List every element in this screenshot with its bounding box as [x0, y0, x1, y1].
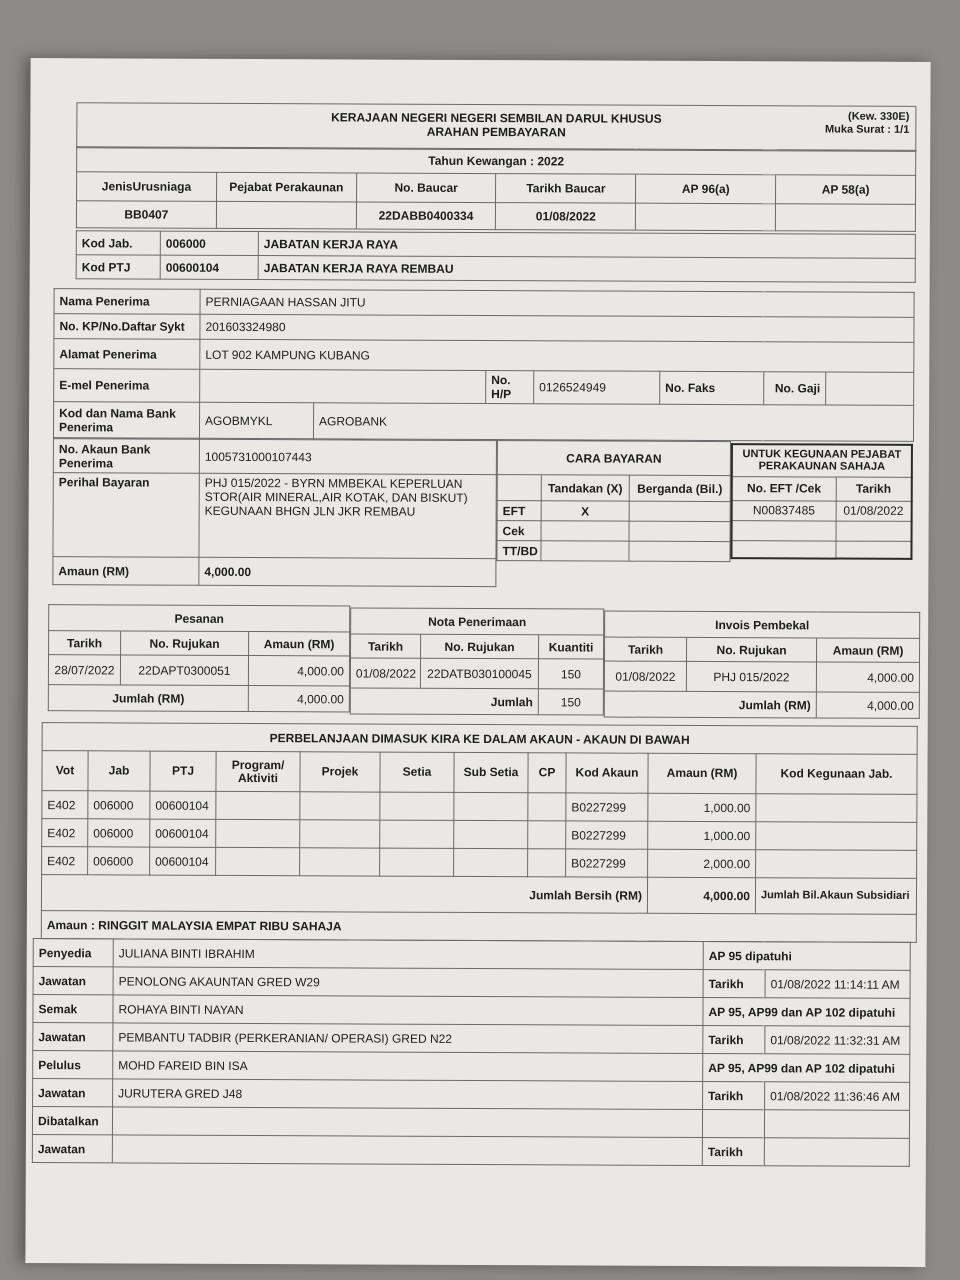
- signature-row: [33, 1079, 910, 1111]
- invois-tarikh: 01/08/2022: [604, 661, 686, 691]
- akaun-cell-0-9: 1,000.00: [648, 793, 756, 821]
- sig-value-7: [112, 1135, 702, 1166]
- top-col-1: Pejabat Perakaunan: [216, 172, 356, 202]
- sig-right-value-7: [764, 1138, 909, 1167]
- cara-tanda-2: [541, 541, 629, 561]
- akaun-cell-1-8: B0227299: [566, 821, 648, 849]
- akaun-value: 1005731000107443: [199, 439, 496, 474]
- cara-label-0: EFT: [497, 501, 541, 521]
- signature-row: [33, 995, 910, 1027]
- amaun-label: Amaun (RM): [53, 557, 199, 586]
- akaun-col-2: PTJ: [150, 751, 216, 791]
- eft-empty-2: [836, 521, 912, 541]
- nota-title: Nota Penerimaan: [351, 608, 604, 635]
- top-val-4: [636, 203, 776, 231]
- akaun-cell-2-6: [454, 848, 528, 876]
- kp-label: No. KP/No.Daftar Sykt: [54, 314, 200, 340]
- akaun-cell-1-9: 1,000.00: [648, 821, 756, 849]
- akaun-cell-2-10: [756, 850, 917, 879]
- akaun-jumlah-label: Jumlah Bersih (RM): [41, 875, 647, 914]
- sig-right-label-3: Tarikh: [703, 1025, 765, 1053]
- page-number: Muka Surat : 1/1: [824, 123, 910, 136]
- gaji-label: No. Gaji: [764, 372, 826, 405]
- faks-label: No. Faks: [660, 371, 764, 404]
- sig-right-label-4: AP 95, AP99 dan AP 102 dipatuhi: [703, 1053, 910, 1082]
- amaun-words-label: Amaun :: [46, 917, 95, 932]
- pesanan-jumlah-label: Jumlah (RM): [48, 685, 248, 712]
- top-col-0: JenisUrusniaga: [77, 172, 217, 202]
- cara-row: [497, 521, 730, 542]
- gaji-value: [826, 372, 914, 405]
- header-line1: KERAJAAN NEGERI NEGERI SEMBILAN DARUL KHUSUS: [331, 110, 662, 126]
- signature-row: [32, 1107, 909, 1139]
- hp-value: 0126524949: [534, 371, 660, 405]
- invois-jumlah-label: Jumlah (RM): [604, 691, 816, 718]
- akaun-col-3: Program/ Aktiviti: [216, 751, 300, 791]
- nota-jumlah-label: Jumlah: [350, 688, 538, 715]
- sig-value-1: PENOLONG AKAUNTAN GRED W29: [113, 967, 703, 998]
- sig-label-7: Jawatan: [32, 1135, 112, 1163]
- akaun-label: No. Akaun Bank Penerima: [53, 439, 199, 474]
- top-val-3: 01/08/2022: [496, 203, 636, 231]
- col-tarikh: Tarikh: [836, 477, 912, 501]
- invois-table: [604, 611, 920, 719]
- akaun-title: PERBELANJAAN DIMASUK KIRA KE DALAM AKAUN - AKAUN DI BAWAH: [42, 723, 917, 755]
- invois-title: Invois Pembekal: [605, 611, 920, 638]
- top-cols-row: [77, 172, 916, 205]
- eft-tarikh: 01/08/2022: [836, 501, 912, 521]
- signature-row: [33, 967, 910, 999]
- top-col-5: AP 58(a): [776, 175, 916, 205]
- cara-berganda-1: [629, 521, 730, 541]
- kod-ptj-value: 00600104: [160, 255, 258, 279]
- akaun-col-9: Amaun (RM): [648, 753, 756, 793]
- nama-penerima-value: PERNIAGAAN HASSAN JITU: [200, 289, 914, 317]
- akaun-col-0: Vot: [42, 751, 88, 791]
- jabatan-table: [76, 230, 916, 283]
- cara-row: [497, 541, 730, 562]
- akaun-cell-2-2: 00600104: [150, 847, 216, 875]
- akaun-cell-1-4: [300, 820, 380, 848]
- akaun-cell-0-2: 00600104: [150, 791, 216, 819]
- nota-jumlah: 150: [538, 689, 603, 715]
- pesanan-col-amaun: Amaun (RM): [249, 631, 350, 655]
- table-row: [42, 791, 917, 823]
- bank-nama: AGROBANK: [313, 403, 913, 442]
- pesanan-amaun: 4,000.00: [248, 655, 349, 685]
- alamat-value: LOT 902 KAMPUNG KUBANG: [200, 339, 914, 372]
- payment-order-document: [25, 58, 930, 1267]
- akaun-cell-2-0: E402: [42, 847, 88, 875]
- sig-value-2: ROHAYA BINTI NAYAN: [113, 995, 703, 1026]
- signature-row: [33, 1023, 910, 1055]
- perihal-label: Perihal Bayaran: [53, 473, 199, 558]
- cara-bayaran-table: [496, 440, 731, 562]
- cara-tanda-1: [541, 521, 629, 541]
- sig-label-2: Semak: [33, 995, 113, 1023]
- kod-ptj-label: Kod PTJ: [76, 255, 160, 279]
- akaun-col-8: Kod Akaun: [566, 753, 648, 793]
- nota-tarikh: 01/08/2022: [350, 658, 420, 688]
- sig-label-0: Penyedia: [33, 939, 113, 967]
- akaun-col-5: Setia: [380, 752, 454, 792]
- cara-bayaran-title: CARA BAYARAN: [497, 441, 730, 476]
- sig-value-4: MOHD FAREID BIN ISA: [113, 1051, 703, 1082]
- akaun-cell-2-1: 006000: [88, 847, 150, 875]
- akaun-cell-2-3: [216, 847, 300, 875]
- akaun-cell-2-5: [380, 848, 454, 876]
- akaun-cell-1-2: 00600104: [150, 819, 216, 847]
- hp-label: No. H/P: [486, 371, 534, 404]
- pesanan-title: Pesanan: [49, 605, 350, 632]
- akaun-jumlah: 4,000.00: [647, 877, 755, 913]
- top-val-5: [776, 204, 916, 232]
- kod-jab-label: Kod Jab.: [76, 231, 160, 255]
- sig-label-1: Jawatan: [33, 967, 113, 995]
- sig-value-0: JULIANA BINTI IBRAHIM: [113, 939, 703, 970]
- pesanan-col-tarikh: Tarikh: [49, 631, 121, 655]
- akaun-cell-0-1: 006000: [88, 791, 150, 819]
- akaun-cell-0-10: [756, 794, 917, 823]
- top-col-2: No. Baucar: [356, 173, 496, 203]
- sig-right-value-6: [764, 1110, 909, 1139]
- signature-row: [32, 1135, 909, 1167]
- akaun-col-10: Kod Kegunaan Jab.: [756, 754, 917, 795]
- bank-label: Kod dan Nama Bank Penerima: [53, 402, 199, 439]
- top-col-3: Tarikh Baucar: [496, 174, 636, 204]
- sig-right-label-0: AP 95 dipatuhi: [703, 941, 910, 970]
- akaun-table: [41, 722, 918, 943]
- eft-empty-4: [835, 541, 911, 559]
- pejabat-title: UNTUK KEGUNAAN PEJABAT PERAKAUNAN SAHAJA: [732, 444, 912, 477]
- nota-col-rujukan: No. Rujukan: [421, 634, 539, 659]
- akaun-cell-1-7: [528, 821, 566, 849]
- bank-kod: AGOBMYKL: [199, 402, 313, 438]
- kod-jab-value: 006000: [160, 231, 258, 255]
- cara-label-1: Cek: [497, 521, 541, 541]
- sig-right-value-3: 01/08/2022 11:32:31 AM: [765, 1026, 910, 1055]
- subsidiari-label: Jumlah Bil.Akaun Subsidiari: [755, 878, 916, 915]
- cara-label-2: TT/BD: [497, 541, 541, 561]
- nota-kuantiti: 150: [538, 659, 603, 689]
- top-val-0: BB0407: [76, 201, 216, 229]
- signature-row: [33, 1051, 910, 1083]
- akaun-cell-1-0: E402: [42, 819, 88, 847]
- sig-right-value-5: 01/08/2022 11:36:46 AM: [765, 1082, 910, 1111]
- cara-blank-header: [497, 475, 541, 501]
- akaun-cell-0-8: B0227299: [566, 793, 648, 821]
- sig-label-6: Dibatalkan: [32, 1107, 112, 1135]
- table-row: [42, 847, 917, 879]
- invois-amaun: 4,000.00: [816, 662, 919, 692]
- nota-col-kuantiti: Kuantiti: [539, 635, 604, 659]
- sig-right-label-2: AP 95, AP99 dan AP 102 dipatuhi: [703, 997, 910, 1026]
- nota-col-tarikh: Tarikh: [351, 634, 421, 658]
- sig-right-label-6: [702, 1109, 764, 1137]
- pesanan-rujukan: 22DAPT0300051: [120, 655, 248, 686]
- cara-row: [497, 501, 730, 522]
- akaun-cell-1-1: 006000: [88, 819, 150, 847]
- sig-label-5: Jawatan: [33, 1079, 113, 1107]
- cara-berganda-0: [629, 501, 730, 521]
- eft-value: N00837485: [732, 500, 836, 520]
- emel-value: [200, 369, 486, 403]
- akaun-cell-0-0: E402: [42, 791, 88, 819]
- nama-ptj-value: JABATAN KERJA RAYA REMBAU: [258, 256, 915, 283]
- akaun-cell-1-3: [216, 819, 300, 847]
- kp-value: 201603324980: [200, 314, 914, 342]
- sig-value-6: [112, 1107, 702, 1138]
- invois-col-amaun: Amaun (RM): [817, 638, 920, 662]
- nota-rujukan: 22DATB030100045: [420, 658, 538, 689]
- invois-jumlah: 4,000.00: [816, 692, 919, 718]
- kew-code: [825, 111, 909, 137]
- pesanan-table: [48, 604, 350, 712]
- akaun-cell-2-8: B0227299: [566, 849, 648, 877]
- pejabat-perakaunan-box: [730, 443, 913, 560]
- pesanan-col-rujukan: No. Rujukan: [121, 631, 249, 656]
- sig-right-value-1: 01/08/2022 11:14:11 AM: [765, 970, 910, 999]
- top-vals-row: [76, 201, 915, 232]
- emel-label: E-mel Penerima: [54, 369, 200, 403]
- amaun-words-row: [41, 911, 916, 943]
- invois-col-rujukan: No. Rujukan: [687, 637, 817, 662]
- nama-penerima-label: Nama Penerima: [54, 289, 200, 315]
- sig-value-5: JURUTERA GRED J48: [113, 1079, 703, 1110]
- tahun-kewangan: Tahun Kewangan : 2022: [77, 147, 916, 176]
- sig-label-4: Pelulus: [33, 1051, 113, 1079]
- perihal-table: [52, 438, 497, 587]
- akaun-cell-1-10: [756, 822, 917, 851]
- signature-table: [32, 938, 911, 1167]
- akaun-cell-1-5: [380, 820, 454, 848]
- col-berganda: Berganda (Bil.): [629, 475, 730, 501]
- akaun-cols-row: [42, 751, 917, 795]
- header-line2: ARAHAN PEMBAYARAN: [426, 124, 566, 140]
- alamat-label: Alamat Penerima: [54, 339, 200, 370]
- pesanan-tarikh: 28/07/2022: [48, 655, 120, 685]
- akaun-cell-1-6: [454, 820, 528, 848]
- amaun-words: RINGGIT MALAYSIA EMPAT RIBU SAHAJA: [98, 917, 342, 933]
- eft-empty-3: [731, 540, 835, 558]
- akaun-col-1: Jab: [88, 751, 150, 791]
- cara-tanda-0: X: [541, 501, 629, 521]
- akaun-col-6: Sub Setia: [454, 752, 528, 792]
- akaun-cell-2-4: [300, 848, 380, 876]
- eft-empty-1: [732, 520, 836, 540]
- amaun-value: 4,000.00: [199, 557, 496, 586]
- perihal-value: PHJ 015/2022 - BYRN MMBEKAL KEPERLUAN STOR(AIR MINERAL,AIR KOTAK, DAN BISKUT) KEGUNAAN BHGN JLN JKR REMBAU: [199, 473, 496, 558]
- pesanan-jumlah: 4,000.00: [248, 685, 349, 711]
- akaun-cell-0-3: [216, 791, 300, 819]
- kew-number: (Kew. 330E): [848, 110, 910, 123]
- top-col-4: AP 96(a): [636, 174, 776, 204]
- akaun-cell-0-6: [454, 792, 528, 820]
- sig-label-3: Jawatan: [33, 1023, 113, 1051]
- akaun-cell-0-5: [380, 792, 454, 820]
- sig-value-3: PEMBANTU TADBIR (PERKERANIAN/ OPERASI) GRED N22: [113, 1023, 703, 1054]
- invois-rujukan: PHJ 015/2022: [686, 661, 816, 692]
- top-val-2: 22DABB0400334: [356, 202, 496, 230]
- akaun-cell-2-9: 2,000.00: [648, 849, 756, 877]
- akaun-cell-0-4: [300, 792, 380, 820]
- invois-col-tarikh: Tarikh: [605, 637, 687, 661]
- akaun-cell-0-7: [528, 793, 566, 821]
- akaun-cell-2-7: [528, 849, 566, 877]
- nota-table: [350, 607, 604, 715]
- nama-jab-value: JABATAN KERJA RAYA: [258, 232, 915, 259]
- top-info-table: [76, 146, 916, 232]
- sig-right-label-5: Tarikh: [703, 1081, 765, 1109]
- penerima-table: [53, 288, 915, 442]
- table-row: [42, 819, 917, 851]
- cara-berganda-2: [629, 541, 730, 561]
- sig-right-label-7: Tarikh: [702, 1137, 764, 1165]
- top-val-1: [216, 201, 356, 229]
- signature-row: [33, 939, 910, 971]
- col-eft: No. EFT /Cek: [732, 476, 836, 500]
- akaun-col-4: Projek: [300, 752, 380, 792]
- col-tandakan: Tandakan (X): [541, 475, 629, 501]
- header-box: [76, 102, 916, 152]
- sig-right-label-1: Tarikh: [703, 969, 765, 997]
- akaun-col-7: CP: [528, 753, 566, 793]
